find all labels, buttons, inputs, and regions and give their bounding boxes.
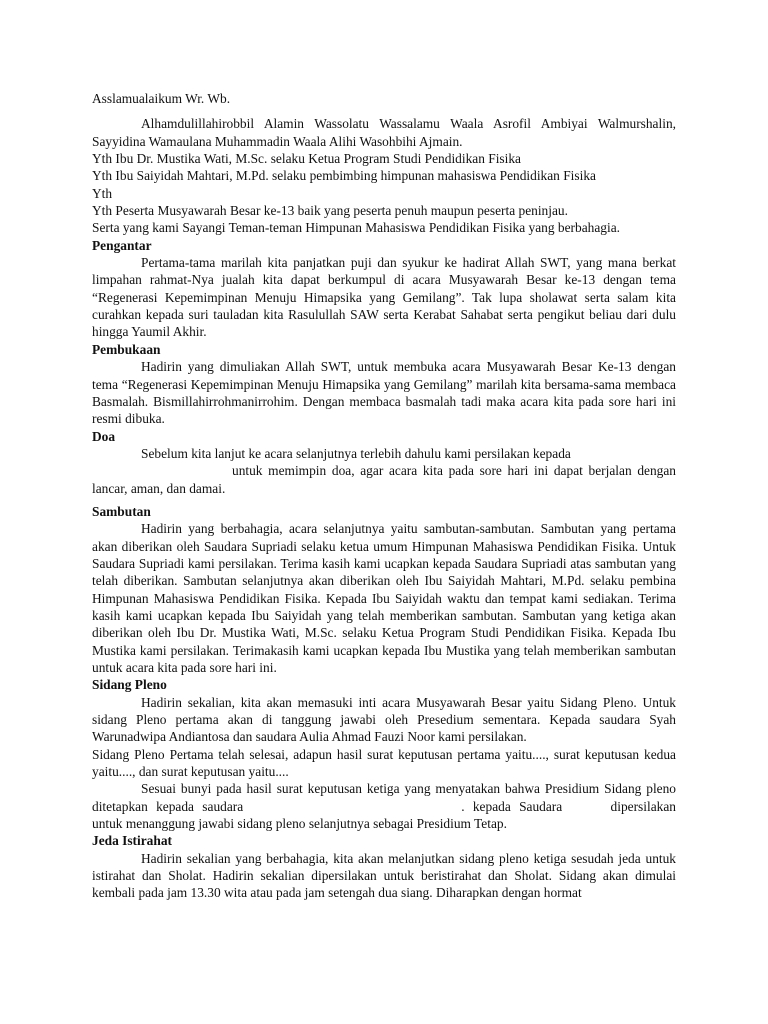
paragraph-pembukaan: Hadirin yang dimuliakan Allah SWT, untuk membuka acara Musyawarah Besar Ke-13 dengan tema “Regenerasi Kepemimpinan Menuju Himapsika yang Gemilang” marilah kita bersama-sama membaca Basmalah. Bismillahirrohmanirrohim. Dengan membaca basmalah tadi maka acara kita pada sore hari ini resmi dibuka.	[92, 359, 676, 427]
paragraph-doa-line1: Sebelum kita lanjut ke acara selanjutnya terlebih dahulu kami persilakan kepada	[141, 445, 571, 461]
sidang-pleno-3-part-b: . kepada Saudara	[461, 798, 563, 814]
paragraph-sidang-pleno-3	[92, 780, 676, 832]
opening-line: Yth Ibu Saiyidah Mahtari, M.Pd. selaku pembimbing himpunan mahasiswa Pendidikan Fisika	[92, 168, 596, 184]
sidang-pleno-3-part-a: Sesuai bunyi pada hasil surat keputusan ketiga yang menyatakan bahwa Presidium Sidang pleno ditetapkan kepada saudara	[92, 781, 676, 814]
section-heading-pembukaan: Pembukaan	[92, 341, 161, 357]
sidang-pleno-3-part-c: dipersilakan untuk menanggung jawabi sidang pleno selanjutnya sebagai Presidium Tetap.	[92, 798, 676, 832]
section-heading-doa: Doa	[92, 428, 116, 444]
section-heading-sidang-pleno: Sidang Pleno	[92, 677, 167, 693]
opening-line: Alhamdulillahirobbil Alamin Wassolatu Wassalamu Waala Asrofil Ambiyai Walmurshalin, Sayyidina Wamaulana Muhammadin Waala Alihi Wasohbihi Ajmain.	[92, 116, 676, 149]
section-heading-jeda-istirahat: Jeda Istirahat	[92, 833, 172, 849]
opening-line: Yth Peserta Musyawarah Besar ke-13 baik yang peserta penuh maupun peserta peninjau.	[92, 203, 568, 219]
greeting: Asslamualaikum Wr. Wb.	[92, 91, 231, 106]
opening-line: Serta yang kami Sayangi Teman-teman Himpunan Mahasiswa Pendidikan Fisika yang berbahagia.	[92, 220, 620, 236]
opening-line: Yth	[92, 185, 113, 201]
paragraph-pengantar: Pertama-tama marilah kita panjatkan puji dan syukur ke hadirat Allah SWT, yang mana berkat limpahan rahmat-Nya jualah kita dapat berkumpul di acara Musyawarah Besar ke-13 dengan tema “Regenerasi Kepemimpinan Menuju Himapsika yang Gemilang”. Tak lupa sholawat serta salam kita curahkan kepada suri tauladan kita Rasulullah SAW serta Kerabat Sahabat serta pengikut beliau dari dulu hingga Yaumil Akhir.	[92, 255, 676, 340]
paragraph-sambutan: Hadirin yang berbahagia, acara selanjutnya yaitu sambutan-sambutan. Sambutan yang pertama akan diberikan oleh Saudara Supriadi selaku ketua umum Himpunan Mahasiswa Pendidikan Fisika. Untuk Saudara Supriadi kami persilakan. Terima kasih kami ucapkan kepada Saudara Supriadi atas sambutan yang telah diberikan. Sambutan selanjutnya akan diberikan oleh Ibu Saiyidah Mahtari, M.Pd. selaku pembina Himpunan Mahasiswa Pendidikan Fisika. Kepada Ibu Saiyidah waktu dan tempat kami sediakan. Terima kasih kami ucapkan kepada Ibu Saiyidah yang telah memberikan sambutan. Sambutan yang ketiga akan diberikan oleh Ibu Dr. Mustika Wati, M.Sc. selaku Ketua Program Studi Pendidikan Fisika. Kepada Ibu Mustika kami persilakan. Terimakasih kami ucapkan kepada Ibu Mustika yang telah memberikan sambutan untuk acara kita pada sore hari ini.	[92, 521, 676, 675]
paragraph-sidang-pleno-1: Hadirin sekalian, kita akan memasuki inti acara Musyawarah Besar yaitu Sidang Pleno. Untuk sidang Pleno pertama akan di tanggung jawabi oleh Presedium sementara. Kepada saudara Syah Warunadwipa Andiantosa dan saudara Aulia Ahmad Fauzi Noor kami persilakan.	[92, 694, 676, 745]
paragraph-doa-line2: untuk memimpin doa, agar acara kita pada sore hari ini dapat berjalan dengan lancar, aman, dan damai.	[92, 463, 676, 496]
section-heading-pengantar: Pengantar	[92, 237, 152, 253]
paragraph-sidang-pleno-2: Sidang Pleno Pertama telah selesai, adapun hasil surat keputusan pertama yaitu...., surat keputusan kedua yaitu...., dan surat keputusan yaitu....	[92, 746, 676, 780]
opening-line: Yth Ibu Dr. Mustika Wati, M.Sc. selaku Ketua Program Studi Pendidikan Fisika	[92, 151, 522, 167]
paragraph-jeda-istirahat: Hadirin sekalian yang berbahagia, kita akan melanjutkan sidang pleno ketiga sesudah jeda untuk istirahat dan Sholat. Hadirin sekalian dipersilakan untuk beristirahat dan Sholat. Sidang akan dimulai kembali pada jam 13.30 wita atau pada jam setengah dua siang. Diharapkan dengan hormat	[92, 850, 676, 901]
section-heading-sambutan: Sambutan	[92, 503, 151, 519]
